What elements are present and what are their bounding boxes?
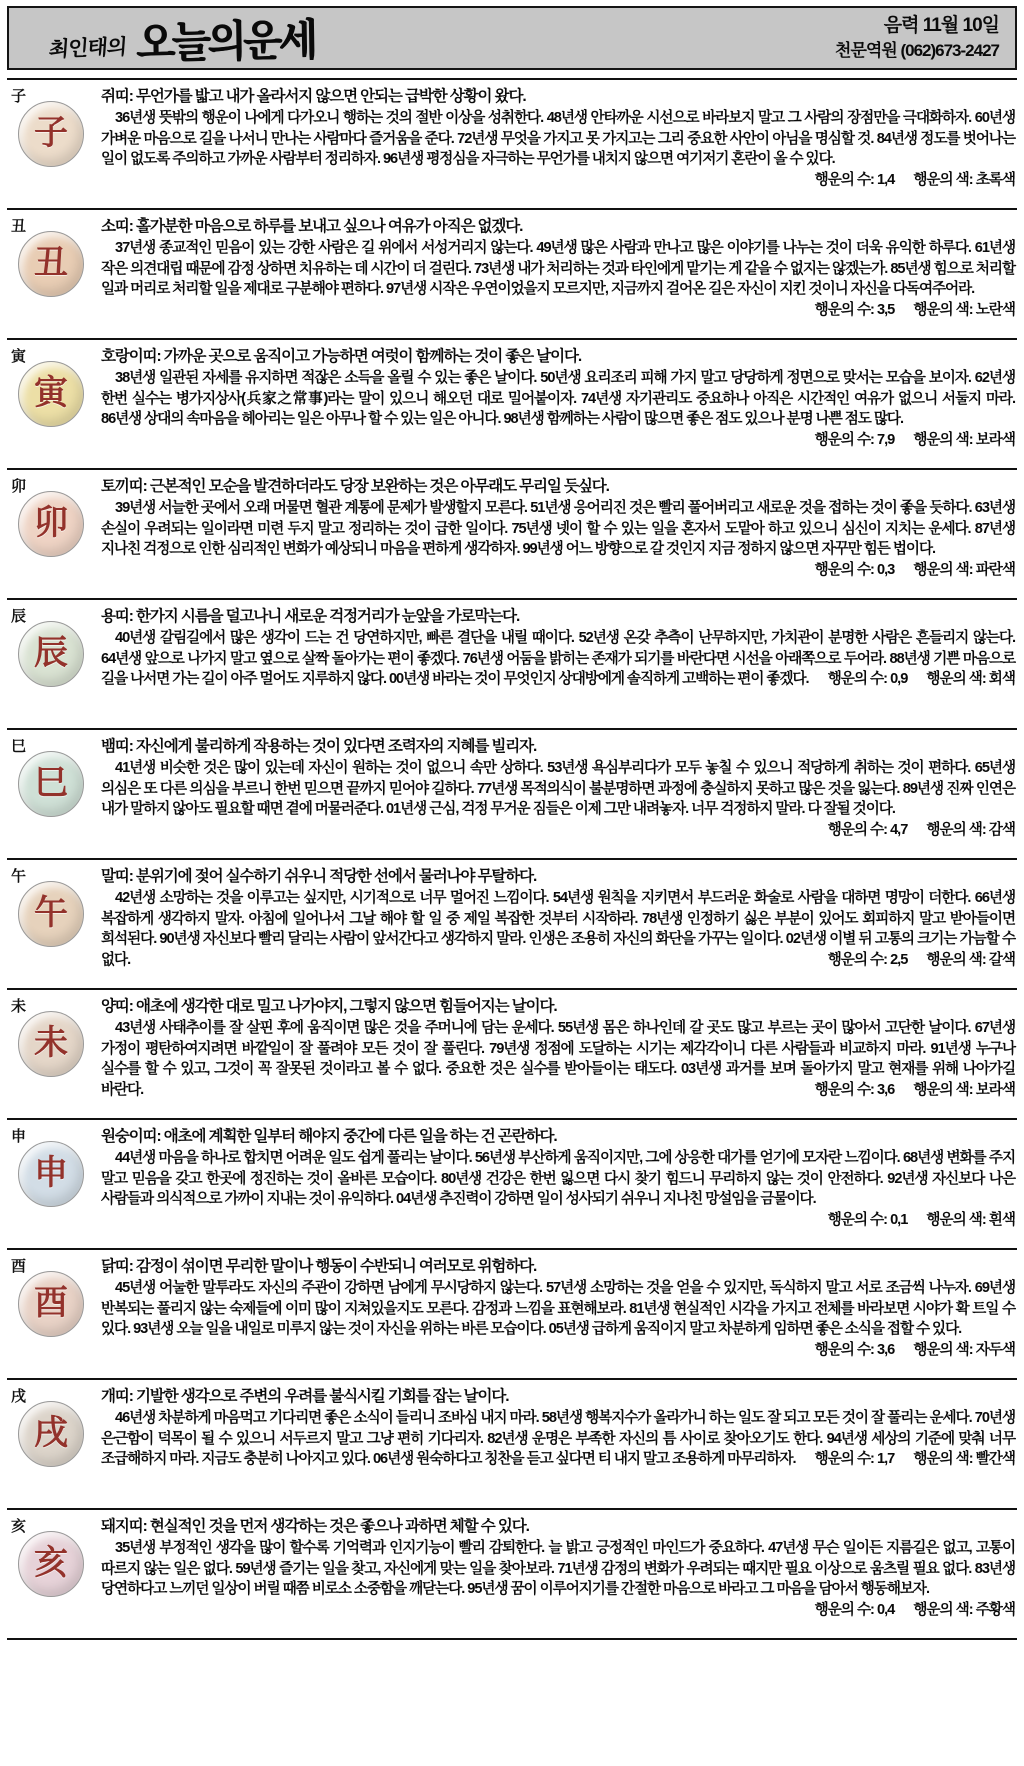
- lucky-number-label: 행운의 수:: [814, 562, 874, 579]
- horoscope-section: [7, 1250, 1017, 1380]
- lucky-number-value: 7,9: [876, 432, 895, 449]
- section-body: [101, 888, 1015, 971]
- lucky-number-label: 행운의 수:: [827, 1212, 887, 1229]
- section-text: [101, 737, 1015, 852]
- section-text: [101, 347, 1015, 462]
- lucky-number-value: 3,6: [876, 1082, 895, 1099]
- zodiac-illustration: [18, 491, 84, 557]
- lucky-color-value: 흰색: [988, 1212, 1015, 1229]
- section-text: [101, 997, 1015, 1112]
- section-text: [101, 217, 1015, 332]
- zodiac-animal-icon: 未: [34, 1025, 68, 1062]
- zodiac-animal-icon: 酉: [34, 1285, 68, 1322]
- section-title: 뱀띠: 자신에게 불리하게 작용하는 것이 있다면 조력자의 지혜를 빌리자.: [101, 738, 537, 755]
- section-title: 토끼띠: 근본적인 모순을 발견하더라도 당장 보완하는 것은 아무래도 무리일 듯싶다.: [101, 478, 609, 495]
- horoscope-section: [7, 470, 1017, 600]
- lucky-color-value: 감색: [988, 822, 1015, 839]
- lucky-color-value: 회색: [988, 671, 1015, 688]
- section-title: 돼지띠: 현실적인 것을 먼저 생각하는 것은 좋으나 과하면 체할 수 있다.: [101, 1518, 529, 1535]
- lucky-info: [814, 950, 1015, 971]
- lucky-color-value: 빨간색: [975, 1451, 1015, 1468]
- zodiac-hanja-label: 未: [11, 999, 27, 1015]
- horoscope-section: [7, 1510, 1017, 1640]
- author-name: 최인태의: [47, 35, 127, 61]
- lucky-number-value: 1,4: [876, 172, 895, 189]
- section-text: [101, 477, 1015, 592]
- section-body: [101, 238, 1015, 319]
- lucky-color-value: 보라색: [975, 432, 1015, 449]
- section-body: [101, 498, 1015, 579]
- section-body-text: 42년생 소망하는 것을 이루고는 싶지만, 시기적으로 너무 멀어진 느낌이다. 54년생 원칙을 지키면서 부드러운 화술로 사람을 대하면 명망이 더한다. 66년생 복잡하게 생각하지 말자. 아침에 일어나서 그날 해야 할 일 중 제일 복잡한 것부터 시작하라. 78년생 인정하기 싫은 부분이 있어도 회피하지 말고 받아들이면 희석된다. 90년생 자신보다 빨리 달리는 사람이 앞서간다고 생각하지 말라. 인생은 조용히 자신의 화단을 가꾸는 일이다. 02년생 이별 뒤 고통의 크기는 가늠할 수 없다.: [101, 889, 1015, 969]
- horoscope-section: [7, 80, 1017, 210]
- section-body: [101, 1278, 1015, 1359]
- lucky-color-value: 주황색: [975, 1602, 1015, 1619]
- zodiac-illustration: [18, 621, 84, 687]
- zodiac-illustration: [18, 1141, 84, 1207]
- lucky-number-label: 행운의 수:: [814, 1451, 874, 1468]
- section-body-text: 43년생 사태추이를 잘 살핀 후에 움직이면 많은 것을 주머니에 담는 운세다. 55년생 몸은 하나인데 갈 곳도 많고 부르는 곳이 많아서 고단한 날이다. 67년생 가정이 평탄하여지려면 바깥일이 잘 풀려야 모든 것이 잘 풀린다. 79년생 정점에 도달하는 시기는 제각각이니 다른 사람들과 비교하지 마라. 91년생 누구나 실수를 할 수 있고, 그것이 꼭 잘못된 것이라고 볼 수 없다. 중요한 것은 실수를 받아들이는 태도다. 03년생 과거를 보며 돌아가지 말고 현재를 위해 나아가길 바란다.: [101, 1019, 1015, 1099]
- horoscope-section: [7, 1120, 1017, 1250]
- section-text: [101, 1387, 1015, 1502]
- lucky-number-value: 0,3: [876, 562, 895, 579]
- lucky-number-label: 행운의 수:: [827, 952, 887, 969]
- zodiac-column: [9, 997, 93, 1112]
- section-text: [101, 1517, 1015, 1632]
- zodiac-animal-icon: 子: [34, 115, 68, 152]
- section-body: [101, 1018, 1015, 1101]
- section-body-text: 37년생 종교적인 믿음이 있는 강한 사람은 길 위에서 서성거리지 않는다. 49년생 많은 사람과 만나고 많은 이야기를 나누는 것이 더욱 유익한 하루다. 61년생 작은 의견대립 때문에 감정 상하면 치유하는 데 시간이 더 걸린다. 73년생 내가 처리하는 것과 타인에게 맡기는 게 같을 수 없지는 않겠는가. 85년생 힘으로 처리할 일과 머리로 처리할 일을 제대로 구분해야 편하다. 97년생 시작은 우연이었을지 모르지만, 지금까지 걸어온 길은 자신이 지킨 것이니 자신을 다독여주어라.: [101, 239, 1015, 298]
- masthead: [7, 6, 1017, 70]
- zodiac-column: [9, 607, 93, 722]
- zodiac-column: [9, 1257, 93, 1372]
- section-body-text: 36년생 뜻밖의 행운이 나에게 다가오니 행하는 것의 절반 이상을 성취한다. 48년생 안타까운 시선으로 바라보지 말고 그 사람의 장점만을 극대화하자. 60년생 가벼운 마음으로 길을 나서니 만나는 사람마다 즐거움을 준다. 72년생 무엇을 가지고 못 가지고는 그리 중요한 사안이 아님을 명심할 것. 84년생 정도를 벗어나는 일이 없도록 주의하고 가까운 사람부터 정리하자. 96년생 평정심을 자극하는 무언가를 내치지 않으면 여기저기 혼란이 올 수 있다.: [101, 109, 1015, 168]
- lucky-info: [801, 1449, 1015, 1470]
- lucky-number-value: 2,5: [890, 952, 908, 969]
- zodiac-hanja-label: 申: [11, 1129, 27, 1145]
- lucky-number-label: 행운의 수:: [814, 172, 874, 189]
- section-body: [101, 758, 1015, 839]
- lucky-color-value: 노란색: [975, 302, 1015, 319]
- zodiac-illustration: [18, 1401, 84, 1467]
- zodiac-hanja-label: 卯: [11, 479, 27, 495]
- section-body: [101, 1148, 1015, 1229]
- section-body-text: 46년생 차분하게 마음먹고 기다리면 좋은 소식이 들리니 조바심 내지 마라. 58년생 행복지수가 올라가니 하는 일도 잘 되고 모든 것이 잘 풀리는 운세다. 70년생 은근함이 덕목이 될 수 있으니 서두르지 말고 그냥 편히 기다리자. 82년생 운명은 부족한 자신의 틈 사이로 찾아오기도 한다. 94년생 세상의 기준에 맞춰 너무 조급해하지 마라. 지금도 충분히 나아지고 있다. 06년생 원숙하다고 칭찬을 듣고 싶다면 티 내지 말고 조용하게 마무리하자.: [101, 1409, 1015, 1468]
- section-text: [101, 867, 1015, 982]
- lucky-color-label: 행운의 색:: [913, 172, 973, 189]
- contact-phone: 천문역원 (062)673-2427: [835, 41, 999, 61]
- section-body-text: 44년생 마음을 하나로 합치면 어려운 일도 쉽게 풀리는 날이다. 56년생 부산하게 움직이지만, 그에 상응한 대가를 얻기에 모자란 느낌이다. 68년생 변화를 주지 말고 믿음을 갖고 한곳에 정진하는 것이 올바른 모습이다. 80년생 건강은 한번 잃으면 다시 찾기 힘드니 무리하지 않는 것이 안전하다. 92년생 자신보다 나은 사람들과 의식적으로 가까이 지내는 것이 유익하다. 04년생 추진력이 강하면 일이 성사되기 쉬우니 지나친 망설임을 금물이다.: [101, 1149, 1015, 1208]
- lucky-info: [814, 669, 1015, 690]
- zodiac-illustration: [18, 1531, 84, 1597]
- zodiac-hanja-label: 午: [11, 869, 27, 885]
- section-body-text: 35년생 부정적인 생각을 많이 할수록 기억력과 인지기능이 빨리 감퇴한다. 늘 밝고 긍정적인 마인드가 중요하다. 47년생 무슨 일이든 지름길은 없고, 고통이 따르지 않는 일은 없다. 59년생 즐기는 일을 찾고, 자신에게 맞는 일을 찾아보라. 71년생 감정의 변화가 우려되는 때지만 필요 이상으로 움츠릴 필요 없다. 83년생 당연하다고 느끼던 일상이 버릴 때쯤 비로소 소중함을 깨닫는다. 95년생 꿈이 이루어지기를 간절한 마음으로 바라고 그 마음을 담아서 행동해보자.: [101, 1539, 1015, 1598]
- zodiac-hanja-label: 寅: [11, 349, 27, 365]
- horoscope-section: [7, 730, 1017, 860]
- zodiac-illustration: [18, 101, 84, 167]
- zodiac-column: [9, 1387, 93, 1502]
- zodiac-animal-icon: 戌: [34, 1415, 68, 1452]
- horoscope-section: [7, 1380, 1017, 1510]
- lucky-number-label: 행운의 수:: [814, 1082, 874, 1099]
- lucky-color-value: 갈색: [988, 952, 1015, 969]
- zodiac-column: [9, 1517, 93, 1632]
- lucky-info: [801, 1080, 1015, 1101]
- zodiac-illustration: [18, 751, 84, 817]
- section-body: [101, 368, 1015, 449]
- lucky-number-value: 4,7: [890, 822, 908, 839]
- lucky-number-label: 행운의 수:: [827, 671, 887, 688]
- zodiac-illustration: [18, 1011, 84, 1077]
- lucky-info: [801, 430, 1015, 451]
- section-text: [101, 87, 1015, 202]
- horoscope-sections: [7, 78, 1017, 1640]
- horoscope-section: [7, 210, 1017, 340]
- lucky-color-label: 행운의 색:: [913, 302, 973, 319]
- lucky-color-label: 행운의 색:: [926, 822, 986, 839]
- lucky-color-value: 파란색: [975, 562, 1015, 579]
- section-body-text: 39년생 서늘한 곳에서 오래 머물면 혈관 계통에 문제가 발생할지 모른다. 51년생 응어리진 것은 빨리 풀어버리고 새로운 것을 접하는 것이 좋을 듯하다. 63년생 손실이 우려되는 일이라면 미련 두지 말고 정리하는 것이 급한 일이다. 75년생 넷이 할 수 있는 일을 혼자서 도맡아 하고 있으니 심신이 지치는 운세다. 87년생 지나친 걱정으로 인한 심리적인 변화가 예상되니 마음을 편하게 생각하자. 99년생 어느 방향으로 갈 것인지 지금 정하지 않으면 자꾸만 힘든 법이다.: [101, 499, 1015, 558]
- zodiac-illustration: [18, 361, 84, 427]
- section-body-text: 38년생 일관된 자세를 유지하면 적잖은 소득을 올릴 수 있는 좋은 날이다. 50년생 요리조리 피해 가지 말고 당당하게 정면으로 맞서는 모습을 보이자. 62년생 한번 실수는 병가지상사(兵家之常事)라는 말이 있으니 해오던 대로 밀어붙이자. 74년생 자기관리도 중요하나 아직은 시간적인 여유가 없으니 서둘지 마라. 86년생 상대의 속마음을 헤아리는 일은 아무나 할 수 있는 일은 아니다. 98년생 함께하는 사람이 많으면 좋은 점도 있으나 분명 나쁜 점도 많다.: [101, 369, 1015, 428]
- zodiac-column: [9, 867, 93, 982]
- zodiac-illustration: [18, 881, 84, 947]
- zodiac-hanja-label: 亥: [11, 1519, 27, 1535]
- lucky-number-value: 3,5: [876, 302, 895, 319]
- zodiac-animal-icon: 丑: [34, 245, 68, 282]
- lucky-info: [801, 1340, 1015, 1361]
- lucky-info: [801, 170, 1015, 191]
- zodiac-hanja-label: 酉: [11, 1259, 27, 1275]
- lucky-number-value: 1,7: [876, 1451, 895, 1468]
- zodiac-animal-icon: 亥: [34, 1545, 68, 1582]
- section-text: [101, 1127, 1015, 1242]
- section-body: [101, 1408, 1015, 1470]
- lucky-number-label: 행운의 수:: [814, 1342, 874, 1359]
- zodiac-animal-icon: 卯: [34, 505, 68, 542]
- zodiac-column: [9, 477, 93, 592]
- horoscope-section: [7, 600, 1017, 730]
- section-title: 닭띠: 감정이 섞이면 무리한 말이나 행동이 수반되니 여러모로 위험하다.: [101, 1258, 537, 1275]
- lucky-color-label: 행운의 색:: [913, 1451, 973, 1468]
- lucky-color-label: 행운의 색:: [913, 1602, 973, 1619]
- section-body-text: 41년생 비슷한 것은 많이 있는데 자신이 원하는 것이 없으니 속만 상하다. 53년생 욕심부리다가 모두 놓칠 수 있으니 적당하게 취하는 것이 편하다. 65년생 의심은 또 다른 의심을 부르니 한번 믿으면 끝까지 믿어야 길하다. 77년생 목적의식이 불분명하면 과정에 충실하지 못하고 많은 것을 잃는다. 89년생 진짜 인연은 내가 말하지 않아도 필요할 때면 곁에 머물러준다. 01년생 근심, 걱정 무거운 짐들은 이제 그만 내려놓자. 너무 걱정하지 말라. 다 잘될 것이다.: [101, 759, 1015, 818]
- zodiac-column: [9, 217, 93, 332]
- lucky-number-label: 행운의 수:: [814, 302, 874, 319]
- section-title: 말띠: 분위기에 젖어 실수하기 쉬우니 적당한 선에서 물러나야 무탈하다.: [101, 868, 537, 885]
- section-title: 양띠: 애초에 생각한 대로 밀고 나가야지, 그렇지 않으면 힘들어지는 날이다.: [101, 998, 557, 1015]
- zodiac-hanja-label: 戌: [11, 1389, 27, 1405]
- lucky-number-value: 0,4: [876, 1602, 895, 1619]
- section-body: [101, 628, 1015, 690]
- zodiac-hanja-label: 辰: [11, 609, 27, 625]
- zodiac-column: [9, 87, 93, 202]
- title-calligraphy: 오늘의운세: [135, 16, 315, 68]
- section-text: [101, 607, 1015, 722]
- zodiac-column: [9, 347, 93, 462]
- lucky-color-value: 자두색: [975, 1342, 1015, 1359]
- page-title: [49, 10, 314, 67]
- zodiac-column: [9, 737, 93, 852]
- zodiac-animal-icon: 辰: [34, 635, 68, 672]
- lucky-color-value: 초록색: [975, 172, 1015, 189]
- lucky-number-value: 0,9: [890, 671, 908, 688]
- section-title: 쥐띠: 무언가를 밟고 내가 올라서지 않으면 안되는 급박한 상황이 왔다.: [101, 88, 526, 105]
- section-title: 개띠: 기발한 생각으로 주변의 우려를 불식시킬 기회를 잡는 날이다.: [101, 1388, 509, 1405]
- lucky-color-label: 행운의 색:: [913, 432, 973, 449]
- zodiac-hanja-label: 丑: [11, 219, 27, 235]
- zodiac-hanja-label: 巳: [11, 739, 27, 755]
- zodiac-illustration: [18, 1271, 84, 1337]
- lucky-number-value: 0,1: [890, 1212, 908, 1229]
- section-body: [101, 108, 1015, 189]
- zodiac-animal-icon: 巳: [34, 765, 68, 802]
- masthead-info: [835, 12, 999, 64]
- horoscope-section: [7, 340, 1017, 470]
- horoscope-section: [7, 860, 1017, 990]
- section-body-text: 45년생 어눌한 말투라도 자신의 주관이 강하면 남에게 무시당하지 않는다. 57년생 소망하는 것을 얻을 수 있지만, 독식하지 말고 서로 조금씩 나누자. 69년생 반복되는 풀리지 않는 숙제들에 이미 많이 지쳐있을지도 모른다. 감정과 느낌을 표현해보라. 81년생 현실적인 시각을 가지고 전체를 바라보면 시야가 확 트일 수 있다. 93년생 오늘 일을 내일로 미루지 않는 것이 자신을 위하는 바른 모습이다. 05년생 급하게 움직이지 말고 차분하게 임하면 좋은 소식을 접할 수 있다.: [101, 1279, 1015, 1338]
- zodiac-illustration: [18, 231, 84, 297]
- lucky-color-value: 보라색: [975, 1082, 1015, 1099]
- zodiac-hanja-label: 子: [11, 89, 27, 105]
- lucky-number-label: 행운의 수:: [814, 432, 874, 449]
- lucky-number-label: 행운의 수:: [814, 1602, 874, 1619]
- lucky-info: [801, 1600, 1015, 1621]
- section-title: 용띠: 한가지 시름을 덜고나니 새로운 걱정거리가 눈앞을 가로막는다.: [101, 608, 520, 625]
- lucky-info: [801, 560, 1015, 581]
- lucky-info: [814, 1210, 1015, 1231]
- section-title: 원숭이띠: 애초에 계획한 일부터 해야지 중간에 다른 일을 하는 건 곤란하다.: [101, 1128, 557, 1145]
- section-body-text: 40년생 갈림길에서 많은 생각이 드는 건 당연하지만, 빠른 결단을 내릴 때이다. 52년생 온갖 추측이 난무하지만, 가치관이 분명한 사람은 흔들리지 않는다. 64년생 앞으로 나가지 말고 옆으로 살짝 돌아가는 편이 좋겠다. 76년생 어둠을 밝히는 존재가 되기를 바란다면 시선을 아래쪽으로 두어라. 88년생 기쁜 마음으로 길을 나서면 가는 길이 아주 멀어도 지루하지 않다. 00년생 바라는 것이 무엇인지 상대방에게 솔직하게 고백하는 편이 좋겠다.: [101, 629, 1015, 688]
- lucky-color-label: 행운의 색:: [913, 1082, 973, 1099]
- zodiac-column: [9, 1127, 93, 1242]
- zodiac-animal-icon: 申: [34, 1155, 68, 1192]
- horoscope-section: [7, 990, 1017, 1120]
- lucky-color-label: 행운의 색:: [926, 952, 986, 969]
- lucky-color-label: 행운의 색:: [926, 1212, 986, 1229]
- lucky-info: [801, 300, 1015, 321]
- lucky-color-label: 행운의 색:: [913, 562, 973, 579]
- section-text: [101, 1257, 1015, 1372]
- zodiac-animal-icon: 午: [34, 895, 68, 932]
- zodiac-animal-icon: 寅: [34, 375, 68, 412]
- lucky-color-label: 행운의 색:: [926, 671, 986, 688]
- lucky-color-label: 행운의 색:: [913, 1342, 973, 1359]
- lunar-date: 음력 11월 10일: [883, 14, 999, 36]
- section-body: [101, 1538, 1015, 1619]
- section-title: 소띠: 홀가분한 마음으로 하루를 보내고 싶으나 여유가 아직은 없겠다.: [101, 218, 523, 235]
- lucky-number-value: 3,6: [876, 1342, 895, 1359]
- section-title: 호랑이띠: 가까운 곳으로 움직이고 가능하면 여럿이 함께하는 것이 좋은 날이다.: [101, 348, 582, 365]
- lucky-info: [814, 820, 1015, 841]
- lucky-number-label: 행운의 수:: [827, 822, 887, 839]
